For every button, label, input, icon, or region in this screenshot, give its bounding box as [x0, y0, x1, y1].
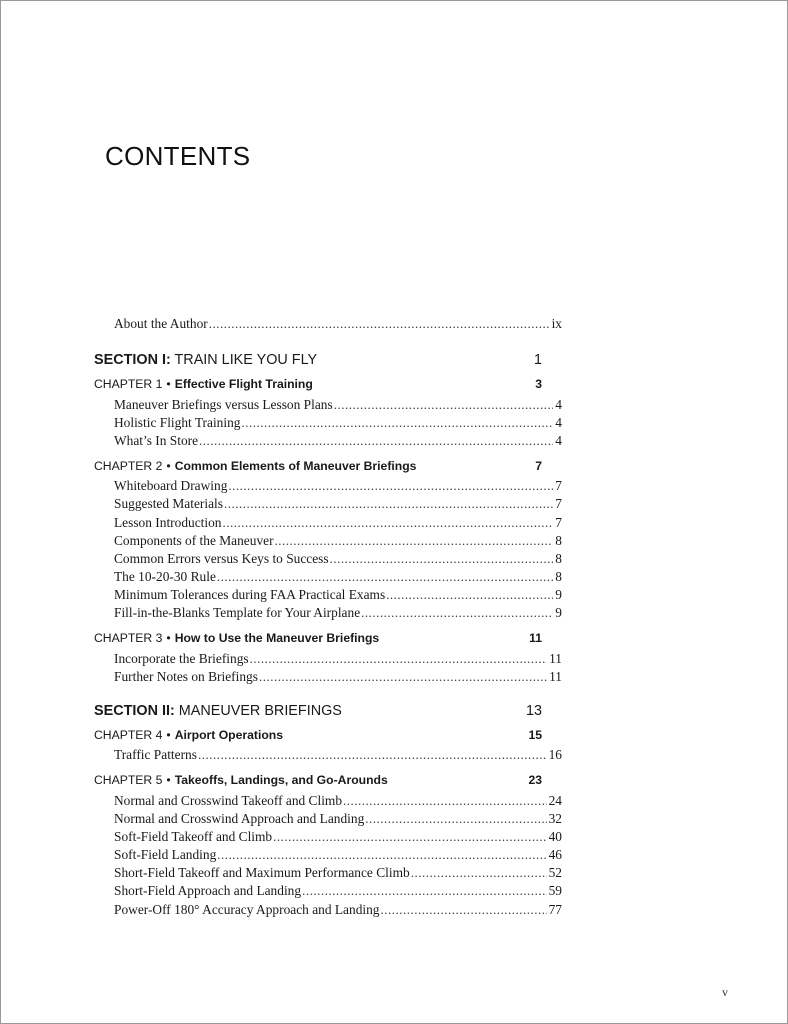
chapter-title: Airport Operations — [174, 727, 284, 742]
entry-title: Further Notes on Briefings — [114, 668, 258, 684]
chapter-title-group — [94, 773, 388, 787]
toc-entry-about-author[interactable] — [94, 316, 562, 332]
entry-title: Whiteboard Drawing — [114, 478, 228, 494]
dot-leader — [361, 605, 553, 621]
dot-leader — [217, 569, 553, 585]
entry-page: 4 — [555, 414, 562, 430]
entry-title: Incorporate the Briefings — [114, 650, 249, 666]
entry-page: 7 — [555, 514, 562, 530]
chapter-number: CHAPTER 5 — [94, 773, 163, 788]
entry-page: 7 — [555, 478, 562, 494]
entry-title: Normal and Crosswind Takeoff and Climb — [114, 792, 343, 808]
dot-leader — [242, 415, 554, 431]
entry-page: 46 — [548, 847, 562, 863]
entry-title: Maneuver Briefings versus Lesson Plans — [114, 396, 333, 412]
chapter-title: How to Use the Maneuver Briefings — [174, 631, 380, 646]
bullet-icon: • — [166, 773, 171, 788]
entry-title: Fill-in-the-Blanks Template for Your Airplane — [114, 605, 361, 620]
dot-leader — [199, 433, 553, 449]
chapter-title: Effective Flight Training — [174, 377, 313, 391]
toc-entry[interactable] — [94, 747, 562, 763]
entry-title: Traffic Patterns — [114, 747, 197, 763]
entry-page: 77 — [548, 901, 562, 917]
chapter-heading[interactable] — [94, 773, 542, 787]
dot-leader — [222, 515, 553, 531]
section-page: 13 — [525, 702, 542, 719]
entry-title: Normal and Crosswind Approach and Landing — [114, 811, 365, 826]
entry-title: Short-Field Approach and Landing — [114, 883, 302, 899]
section-heading[interactable] — [94, 352, 542, 368]
entry-title: Suggested Materials — [114, 496, 223, 512]
dot-leader — [381, 902, 547, 918]
dot-leader — [259, 669, 547, 685]
chapter-number: CHAPTER 2 — [94, 458, 163, 473]
toc-entry[interactable] — [94, 847, 562, 863]
toc-entry[interactable] — [94, 587, 562, 603]
entry-page: 52 — [548, 865, 562, 881]
toc-entry[interactable] — [94, 793, 562, 809]
chapter-heading[interactable] — [94, 728, 542, 742]
section-title-group — [94, 703, 342, 719]
chapter-page: 11 — [529, 631, 542, 646]
entry-title: Minimum Tolerances during FAA Practical Exams — [114, 586, 386, 602]
toc-entry[interactable] — [94, 433, 562, 449]
bullet-icon: • — [166, 727, 171, 742]
entry-title: The 10-20-30 Rule — [114, 568, 216, 584]
chapter-page: 7 — [535, 458, 542, 473]
chapter-number: CHAPTER 1 — [94, 377, 163, 391]
dot-leader — [198, 747, 547, 763]
page-number: v — [722, 985, 728, 999]
dot-leader — [343, 793, 547, 809]
dot-leader — [411, 865, 547, 881]
entry-page: 7 — [555, 496, 562, 512]
chapter-page: 23 — [528, 773, 542, 788]
entry-page: ix — [551, 316, 562, 331]
entry-page: 32 — [548, 811, 562, 826]
bullet-icon: • — [166, 631, 171, 646]
toc-entry[interactable] — [94, 811, 562, 827]
section-label: SECTION I: — [94, 352, 171, 368]
toc-entry[interactable] — [94, 651, 562, 667]
dot-leader — [386, 587, 553, 603]
chapter-title-group — [94, 631, 379, 645]
entry-page: 9 — [555, 586, 562, 602]
toc-entry[interactable] — [94, 478, 562, 494]
toc-entry[interactable] — [94, 902, 562, 918]
page-title: CONTENTS — [105, 141, 251, 171]
entry-title: Components of the Maneuver — [114, 532, 274, 548]
chapter-title-group — [94, 728, 283, 742]
entry-title: Lesson Introduction — [114, 514, 222, 530]
section-title: TRAIN LIKE YOU FLY — [174, 352, 318, 368]
chapter-title-group — [94, 459, 416, 473]
toc-entry[interactable] — [94, 397, 562, 413]
entry-title: Soft-Field Takeoff and Climb — [114, 829, 273, 845]
chapter-heading[interactable] — [94, 459, 542, 473]
dot-leader — [273, 829, 546, 845]
entry-title: Short-Field Takeoff and Maximum Performance Climb — [114, 865, 410, 881]
dot-leader — [330, 551, 554, 567]
chapter-number: CHAPTER 3 — [94, 631, 163, 646]
entry-title: Common Errors versus Keys to Success — [114, 550, 329, 566]
entry-title: About the Author — [114, 316, 208, 331]
section-title: MANEUVER BRIEFINGS — [178, 702, 342, 719]
entry-page: 11 — [549, 668, 562, 684]
section-label: SECTION II: — [94, 702, 175, 719]
section-heading[interactable] — [94, 703, 542, 719]
entry-title: Power-Off 180° Accuracy Approach and Landing — [114, 901, 380, 917]
chapter-heading[interactable] — [94, 377, 542, 391]
chapter-title: Takeoffs, Landings, and Go-Arounds — [174, 773, 388, 788]
toc-entry[interactable] — [94, 605, 562, 621]
entry-page: 4 — [555, 396, 562, 412]
entry-page: 4 — [555, 432, 562, 448]
chapter-page: 3 — [535, 377, 542, 391]
dot-leader — [250, 651, 547, 667]
dot-leader — [224, 496, 553, 512]
toc-entry[interactable] — [94, 883, 562, 899]
chapter-title-group — [94, 377, 313, 391]
section-title-group — [94, 352, 317, 368]
entry-page: 40 — [548, 829, 562, 845]
entry-page: 11 — [549, 650, 562, 666]
chapter-number: CHAPTER 4 — [94, 727, 163, 742]
bullet-icon: • — [166, 458, 171, 473]
chapter-title: Common Elements of Maneuver Briefings — [174, 458, 417, 473]
entry-page: 8 — [555, 532, 562, 548]
entry-page: 59 — [548, 883, 562, 899]
section-page: 1 — [533, 352, 542, 368]
toc-entry[interactable] — [94, 533, 562, 549]
entry-page: 16 — [548, 747, 562, 763]
toc-entry[interactable] — [94, 496, 562, 512]
chapter-page: 15 — [528, 727, 542, 742]
entry-title: Soft-Field Landing — [114, 847, 217, 863]
dot-leader — [228, 478, 553, 494]
entry-page: 8 — [555, 550, 562, 566]
toc-entry[interactable] — [94, 569, 562, 585]
dot-leader — [217, 847, 546, 863]
entry-page: 8 — [555, 568, 562, 584]
toc-entry[interactable] — [94, 551, 562, 567]
dot-leader — [365, 811, 546, 827]
dot-leader — [275, 533, 554, 549]
toc-entry[interactable] — [94, 865, 562, 881]
toc-entry[interactable] — [94, 415, 562, 431]
entry-title: What’s In Store — [114, 432, 199, 448]
bullet-icon: • — [166, 377, 171, 391]
toc-entry[interactable] — [94, 829, 562, 845]
entry-title: Holistic Flight Training — [114, 414, 241, 430]
dot-leader — [334, 397, 554, 413]
entry-page: 24 — [548, 792, 562, 808]
toc-entry[interactable] — [94, 669, 562, 685]
dot-leader — [209, 316, 550, 332]
toc-entry[interactable] — [94, 515, 562, 531]
chapter-heading[interactable] — [94, 631, 542, 645]
dot-leader — [302, 883, 547, 899]
entry-page: 9 — [555, 605, 562, 620]
